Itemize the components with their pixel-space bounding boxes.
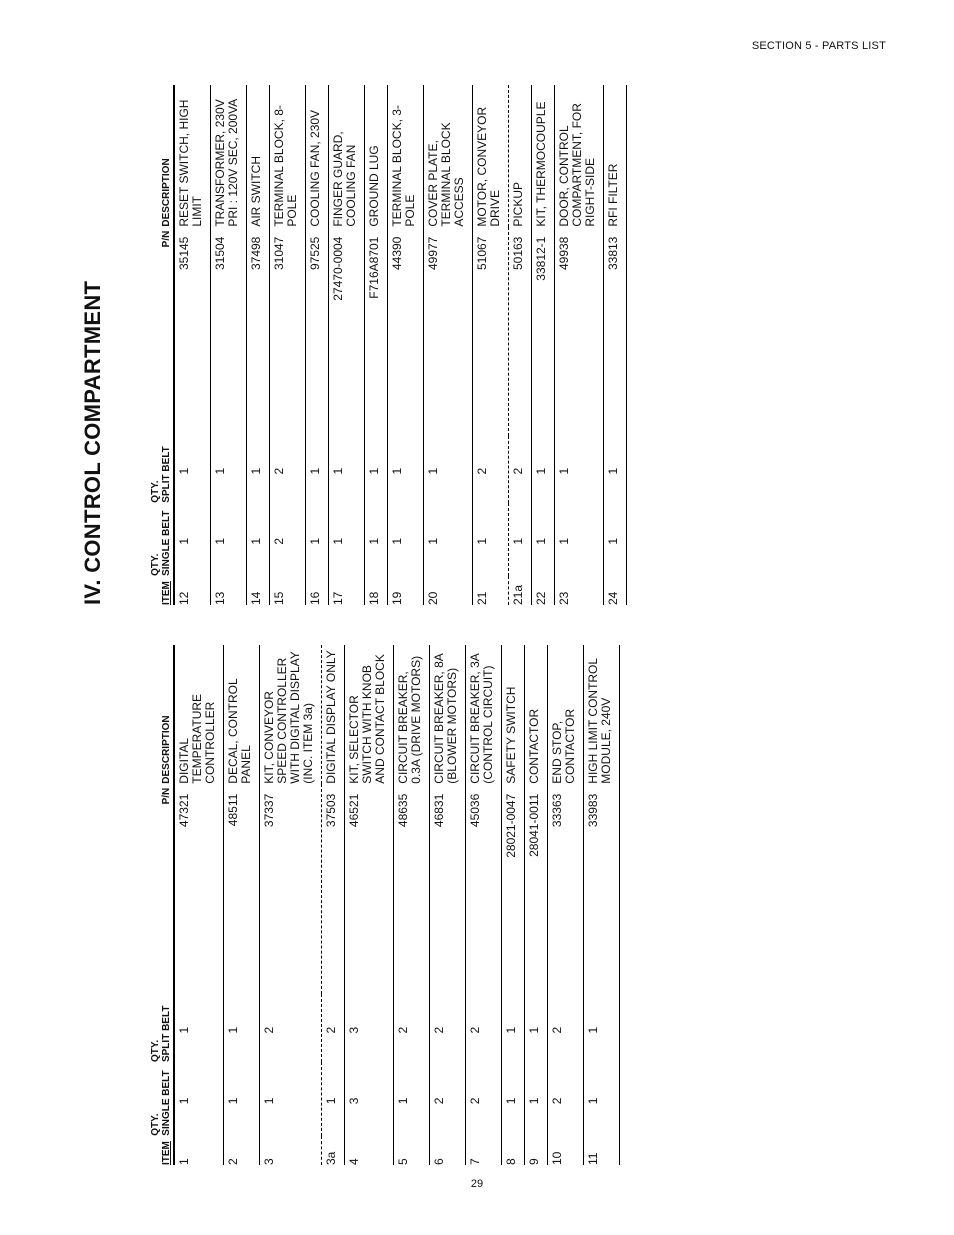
item-cell: 9 (527, 1158, 541, 1165)
part-number-cell: 46831 (432, 793, 446, 828)
parts-table-right (150, 85, 627, 605)
item-cell: 19 (390, 591, 404, 605)
table-row (509, 85, 532, 605)
qty-single-cell: 2 (272, 537, 286, 545)
item-cell: 7 (468, 1158, 482, 1165)
item-cell: 22 (534, 591, 548, 605)
part-number-cell: 33813 (606, 236, 620, 271)
part-number-cell: 31504 (213, 236, 227, 271)
part-number-cell: 47321 (177, 793, 191, 828)
qty-split-cell: 1 (226, 1026, 240, 1034)
qty-single-cell: 1 (226, 1097, 240, 1105)
description-cell: TERMINAL BLOCK, 3-POLE (390, 105, 417, 227)
item-cell: 16 (308, 591, 322, 605)
table-row (555, 85, 604, 605)
qty-split-cell: 1 (213, 467, 227, 475)
qty-split-cell: 2 (475, 467, 489, 475)
description-cell: RFI FILTER (606, 163, 620, 227)
item-cell: 17 (331, 591, 345, 605)
part-number-cell: 31047 (272, 236, 286, 271)
item-cell: 18 (367, 591, 381, 605)
qty-split-cell: 2 (262, 1026, 276, 1034)
item-cell: 2 (226, 1158, 240, 1165)
table-row (270, 85, 306, 605)
description-cell: TRANSFORMER, 230V PRI : 120V SEC, 200VA (213, 98, 240, 227)
part-number-cell: 49938 (557, 236, 571, 271)
qty-single-cell: 3 (347, 1097, 361, 1105)
item-cell: 24 (606, 591, 620, 605)
description-cell: CIRCUIT BREAKER, 8A (BLOWER MOTORS) (432, 653, 459, 784)
page-title: IV. CONTROL COMPARTMENT (80, 280, 105, 605)
table-row (466, 645, 502, 1165)
table-row (430, 645, 466, 1165)
description-cell: GROUND LUG (367, 145, 381, 227)
qty-split-cell: 1 (331, 467, 345, 475)
qty-split-cell: 1 (606, 467, 620, 475)
qty-split-cell: 3 (347, 1026, 361, 1034)
col-item-header: ITEM (150, 1136, 174, 1165)
description-cell: DIGITAL DISPLAY ONLY (324, 650, 338, 784)
item-cell: 6 (432, 1158, 446, 1165)
qty-single-cell: 2 (550, 1097, 564, 1105)
qty-split-cell: 1 (426, 467, 440, 475)
description-cell: END STOP, CONTACTOR (550, 708, 577, 784)
description-cell: RESET SWITCH, HIGH LIMIT (177, 99, 204, 227)
item-cell: 3 (262, 1158, 276, 1165)
table-row (424, 85, 473, 605)
description-cell: KIT, SELECTOR SWITCH WITH KNOB AND CONTACT BLOCK (347, 654, 387, 784)
part-number-cell: 28021-0047 (504, 793, 518, 858)
qty-single-cell: 2 (432, 1097, 446, 1105)
qty-split-cell: 1 (367, 467, 381, 475)
qty-split-cell: 2 (468, 1026, 482, 1034)
description-cell: COOLING FAN, 230V (308, 109, 322, 227)
part-number-cell: 45036 (468, 793, 482, 828)
qty-split-cell: 2 (324, 1026, 338, 1034)
part-number-cell: 33983 (586, 793, 600, 828)
table-row (260, 645, 322, 1165)
qty-split-cell: 1 (527, 1026, 541, 1034)
part-number-cell: 49977 (426, 236, 440, 271)
item-cell: 14 (249, 591, 263, 605)
part-number-cell: 37337 (262, 793, 276, 828)
item-cell: 23 (557, 591, 571, 605)
qty-single-cell: 1 (426, 537, 440, 545)
part-number-cell: 27470-0004 (331, 236, 345, 301)
description-cell: MOTOR, CONVEYOR DRIVE (475, 106, 502, 227)
part-number-cell: 51067 (475, 236, 489, 271)
item-cell: 13 (213, 591, 227, 605)
part-number-cell: 97525 (308, 236, 322, 271)
col-description-header: DESCRIPTION (150, 85, 174, 227)
col-description-header: DESCRIPTION (150, 645, 174, 784)
table-row (604, 85, 627, 605)
description-cell: AIR SWITCH (249, 155, 263, 227)
table-row (473, 85, 509, 605)
part-number-cell: 48635 (396, 793, 410, 828)
part-number-cell: 37498 (249, 236, 263, 271)
part-number-cell: 33812-1 (534, 236, 548, 281)
qty-single-cell: 1 (262, 1097, 276, 1105)
col-pn-header: P/N (150, 227, 174, 436)
description-cell: DECAL, CONTROL PANEL (226, 678, 253, 784)
description-cell: COVER PLATE, TERMINAL BLOCK ACCESS (426, 122, 466, 227)
description-cell: CONTACTOR (527, 708, 541, 784)
table-row (322, 645, 345, 1165)
table-row (584, 645, 620, 1165)
description-cell: SAFETY SWITCH (504, 686, 518, 784)
item-cell: 20 (426, 591, 440, 605)
description-cell: DOOR, CONTROL COMPARTMENT, FOR RIGHT-SIDE (557, 103, 597, 227)
part-number-cell: F716A8701 (367, 236, 381, 299)
qty-split-cell: 1 (534, 467, 548, 475)
table-header-row (150, 645, 174, 1165)
qty-single-cell: 1 (396, 1097, 410, 1105)
qty-single-cell: 1 (475, 537, 489, 545)
table-row (329, 85, 365, 605)
qty-split-cell: 2 (432, 1026, 446, 1034)
qty-single-cell: 1 (367, 537, 381, 545)
qty-single-cell: 1 (511, 537, 525, 545)
description-cell: HIGH LIMIT CONTROL MODULE, 240V (586, 658, 613, 784)
col-item-header: ITEM (150, 576, 174, 605)
qty-single-cell: 1 (249, 537, 263, 545)
table-row (345, 645, 394, 1165)
table-row (174, 645, 224, 1165)
part-number-cell: 37503 (324, 793, 338, 828)
section-label: SECTION 5 - PARTS LIST (751, 40, 886, 52)
item-cell: 3a (324, 1151, 338, 1165)
qty-single-cell: 1 (504, 1097, 518, 1105)
item-cell: 8 (504, 1158, 518, 1165)
qty-split-cell: 1 (177, 1026, 191, 1034)
qty-split-cell: 1 (177, 467, 191, 475)
table-row (306, 85, 329, 605)
table-row (502, 645, 525, 1165)
item-cell: 15 (272, 591, 286, 605)
qty-split-cell: 2 (511, 467, 525, 475)
table-row (388, 85, 424, 605)
qty-split-cell: 1 (390, 467, 404, 475)
table-body-left (174, 645, 620, 1165)
qty-single-cell: 1 (177, 537, 191, 545)
table-row (525, 645, 548, 1165)
qty-split-cell: 1 (249, 467, 263, 475)
qty-split-cell: 1 (586, 1026, 600, 1034)
table-row (224, 645, 260, 1165)
part-number-cell: 35145 (177, 236, 191, 271)
description-cell: CIRCUIT BREAKER, 3A (CONTROL CIRCUIT) (468, 653, 495, 784)
qty-split-cell: 2 (396, 1026, 410, 1034)
description-cell: DIGITAL TEMPERATURE CONTROLLER (177, 693, 217, 784)
col-qty-single-header: QTY. SINGLE BELT (150, 503, 174, 576)
qty-single-cell: 2 (468, 1097, 482, 1105)
rotated-page (70, 85, 650, 1165)
table-row (394, 645, 430, 1165)
description-cell: TERMINAL BLOCK, 8-POLE (272, 105, 299, 227)
qty-split-cell: 1 (557, 467, 571, 475)
table-header-row (150, 85, 174, 605)
qty-split-cell: 1 (504, 1026, 518, 1034)
item-cell: 5 (396, 1158, 410, 1165)
col-qty-split-header: QTY. SPLIT BELT (150, 436, 174, 503)
item-cell: 12 (177, 591, 191, 605)
qty-split-cell: 2 (272, 467, 286, 475)
parts-table-left (150, 645, 620, 1165)
qty-single-cell: 1 (308, 537, 322, 545)
qty-split-cell: 2 (550, 1026, 564, 1034)
description-cell: KIT, THERMOCOUPLE (534, 101, 548, 227)
item-cell: 1 (177, 1158, 191, 1165)
table-row (211, 85, 247, 605)
col-qty-single-header: QTY. SINGLE BELT (150, 1062, 174, 1136)
page-number: 29 (470, 1178, 484, 1190)
table-body-right (174, 85, 627, 605)
part-number-cell: 33363 (550, 793, 564, 828)
table-row (365, 85, 388, 605)
qty-single-cell: 1 (390, 537, 404, 545)
part-number-cell: 28041-0011 (527, 793, 541, 857)
description-cell: FINGER GUARD, COOLING FAN (331, 131, 358, 227)
qty-single-cell: 1 (557, 537, 571, 545)
item-cell: 4 (347, 1158, 361, 1165)
part-number-cell: 50163 (511, 236, 525, 271)
qty-single-cell: 1 (324, 1097, 338, 1105)
table-row (548, 645, 584, 1165)
col-pn-header: P/N (150, 784, 174, 994)
qty-single-cell: 1 (177, 1097, 191, 1105)
qty-split-cell: 1 (308, 467, 322, 475)
part-number-cell: 44390 (390, 236, 404, 271)
part-number-cell: 46521 (347, 793, 361, 828)
qty-single-cell: 1 (213, 537, 227, 545)
description-cell: CIRCUIT BREAKER, 0.3A (DRIVE MOTORS) (396, 655, 423, 784)
item-cell: 11 (586, 1152, 600, 1165)
item-cell: 10 (550, 1151, 564, 1165)
item-cell: 21 (475, 591, 489, 605)
qty-single-cell: 1 (586, 1097, 600, 1105)
description-cell: KIT, CONVEYOR SPEED CONTROLLER WITH DIGITAL DISPLAY (INC. ITEM 3a) (262, 651, 315, 784)
table-row (532, 85, 555, 605)
qty-single-cell: 1 (527, 1097, 541, 1105)
col-qty-split-header: QTY. SPLIT BELT (150, 994, 174, 1062)
item-cell: 21a (511, 584, 525, 605)
part-number-cell: 48511 (226, 793, 240, 827)
description-cell: PICKUP (511, 181, 525, 227)
qty-single-cell: 1 (534, 537, 548, 545)
table-row (174, 85, 211, 605)
qty-single-cell: 1 (606, 537, 620, 545)
qty-single-cell: 1 (331, 537, 345, 545)
table-row (247, 85, 270, 605)
